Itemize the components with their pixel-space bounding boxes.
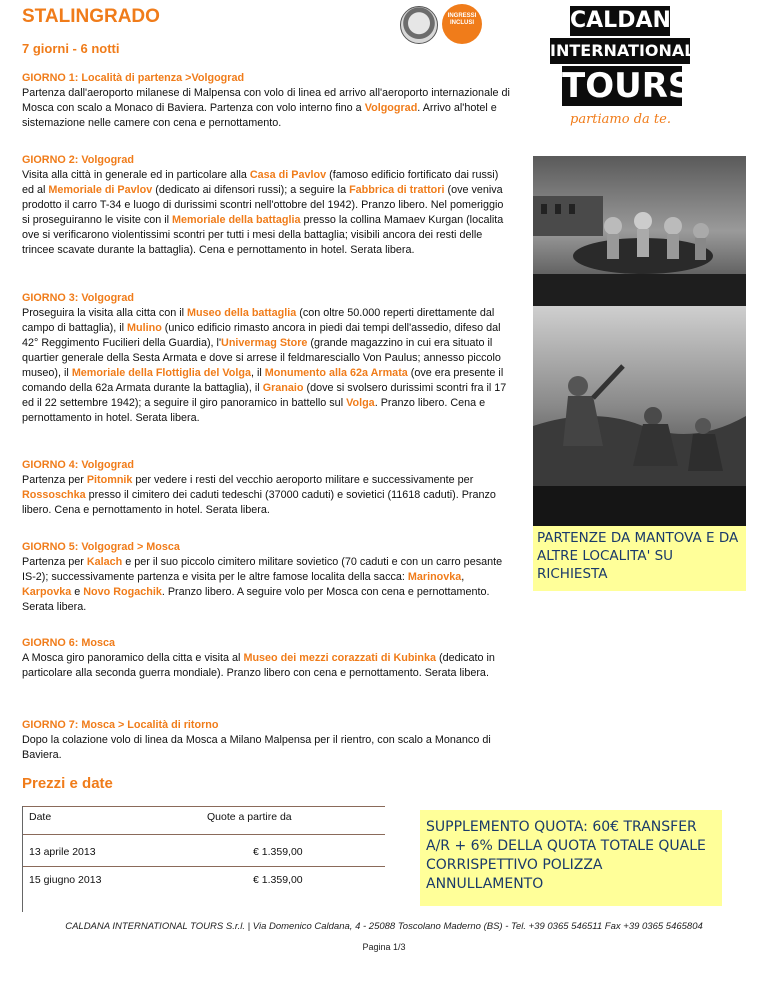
row-price: € 1.359,00 [253, 874, 303, 886]
description-text: Partenza dall'aeroporto milanese di Malpensa con volo di linea ed arrivo all'aeroporto internazionale di Mosca con scalo a Monaco di Baviera. Partenza con volo interno fino a [22, 87, 510, 114]
description-text: Partenza per [22, 556, 87, 568]
description-text: (famoso edificio fortificato dai russi) ed al [22, 169, 499, 196]
description-text: (dove si svolsero durissimi scontri fra il 17 ed il 22 settembre 1942); a seguire il giro panoramico in battello sul [22, 382, 507, 409]
description-text: Visita alla città in generale ed in particolare alla [22, 169, 250, 181]
day-heading: GIORNO 6: Mosca [22, 637, 115, 649]
highlighted-place: Volgograd [364, 102, 418, 114]
highlighted-place: Volga [346, 397, 375, 409]
description-text: . Pranzo libero. Cena e pernottamento in hotel. Serata libera. [22, 397, 486, 424]
description-text: (grande magazzino in cui era situato il quartier generale della Sesta Armata e dove si arrese il feldmaresciallo Von Paulus; annesso piccolo museo), il [22, 337, 501, 379]
day-description [22, 169, 503, 256]
day-description [22, 474, 496, 516]
highlighted-place: Pitomnik [86, 474, 133, 486]
highlighted-place: Marinovka [407, 571, 462, 583]
table-row [23, 866, 385, 899]
highlighted-place: Granaio [262, 382, 304, 394]
logo-tagline: partiamo da te. [570, 112, 671, 127]
day-heading: GIORNO 1: Località di partenza >Volgograd [22, 72, 245, 84]
company-logo [540, 6, 710, 136]
day-heading: GIORNO 2: Volgograd [22, 154, 134, 166]
row-price: € 1.359,00 [253, 846, 303, 858]
highlighted-place: Kalach [86, 556, 123, 568]
day-6 [22, 636, 512, 681]
day-description [22, 734, 491, 761]
highlighted-place: Museo dei mezzi corazzati di Kubinka [243, 652, 437, 664]
table-row [23, 834, 385, 867]
description-text: (ove era presente il comando della 62a Armata durante la battaglia), il [22, 367, 504, 394]
highlighted-place: Casa di Pavlov [249, 169, 327, 181]
seal-icon [400, 6, 438, 44]
highlighted-place: Univermag Store [221, 337, 308, 349]
description-text: Partenza per [22, 474, 87, 486]
day-2 [22, 153, 512, 258]
description-text: presso il cimitero dei caduti tedeschi (37000 caduti) e sovietici (11618 caduti). Pranzo libero. Cena e pernottamento in hotel. Serata libera. [22, 489, 496, 516]
day-1 [22, 71, 512, 131]
description-text: (con oltre 50.000 reperti direttamente dal campo di battaglia), il [22, 307, 495, 334]
description-text: . Arrivo al'hotel e sistemazione nelle camere con cena e pernottamento. [22, 102, 497, 129]
monument-photo [533, 156, 746, 306]
soldiers-photo [533, 306, 746, 526]
logo-line-1: CALDANA [570, 6, 670, 36]
description-text: , il [251, 367, 265, 379]
prices-title: Prezzi e date [22, 775, 113, 792]
day-heading: GIORNO 5: Volgograd > Mosca [22, 541, 180, 553]
description-text: Dopo la colazione volo di linea da Mosca a Milano Malpensa per il rientro, con scalo a Monanco di Baviera. [22, 734, 491, 761]
day-description [22, 87, 510, 129]
page-title: STALINGRADO [22, 6, 160, 27]
highlighted-place: Museo della battaglia [187, 307, 297, 319]
highlighted-place: Memoriale della battaglia [172, 214, 301, 226]
highlighted-place: Fabbrica di trattori [349, 184, 445, 196]
description-text: (dedicato in particolare alla seconda guerra mondiale). Pranzo libero con cena e pernottamento. Serata libera. [22, 652, 495, 679]
day-3 [22, 291, 512, 426]
description-text: , [461, 571, 465, 583]
row-date: 15 giugno 2013 [29, 874, 102, 886]
col-date-header: Date [29, 811, 52, 823]
day-heading: GIORNO 4: Volgograd [22, 459, 134, 471]
highlighted-place: Monumento alla 62a Armata [264, 367, 408, 379]
highlighted-place: Karpovka [22, 586, 72, 598]
description-text: Proseguira la visita alla citta con il [22, 307, 188, 319]
description-text: per vedere i resti del vecchio aeroporto militare e successivamente per [132, 474, 474, 486]
description-text: e per il suo piccolo cimitero militare sovietico (70 caduti e con un carro pesante IS-2); successivamente partenza e visita per le altre famose localita della sacca: [22, 556, 503, 583]
table-header-row [23, 806, 385, 835]
description-text: (unico edificio rimasto ancora in piedi dai tempi dell'assedio, difeso dal 42° Reggimento Fucilieri della Guardia), l' [22, 322, 501, 349]
col-price-header: Quote a partire da [207, 811, 292, 823]
highlighted-place: Memoriale della Flottiglia del Volga [71, 367, 251, 379]
day-description [22, 556, 502, 613]
highlighted-place: Memoriale di Pavlov [48, 184, 153, 196]
description-text: A Mosca giro panoramico della citta e visita al [22, 652, 244, 664]
day-heading: GIORNO 3: Volgograd [22, 292, 134, 304]
description-text: (dedicato ai difensori russi); a seguire la [152, 184, 350, 196]
day-7 [22, 718, 512, 763]
highlighted-place: Mulino [127, 322, 162, 334]
day-5 [22, 540, 512, 615]
logo-line-3: TOURS [562, 66, 693, 106]
day-heading: GIORNO 7: Mosca > Località di ritorno [22, 719, 219, 731]
highlighted-place: Novo Rogachik [83, 586, 162, 598]
supplement-notice: SUPPLEMENTO QUOTA: 60€ TRANSFER A/R + 6% DELLA QUOTA TOTALE QUALE CORRISPETTIVO POLIZZA ANNULLAMENTO [420, 810, 722, 906]
description-text: e [71, 586, 84, 598]
logo-line-2: INTERNATIONAL [550, 38, 690, 64]
day-4 [22, 458, 512, 518]
description-text: (ove veniva prodotto il carro T-34 e luogo di durissimi scontri nell'ottobre del 1942). Pranzo libero. Nel pomeriggio si proseguiranno le visite con il [22, 184, 504, 226]
description-text: . Pranzo libero. A seguire volo per Mosca con cena e pernottamento. Serata libera. [22, 586, 490, 613]
day-description [22, 652, 495, 679]
departures-notice: PARTENZE DA MANTOVA E DA ALTRE LOCALITA' SU RICHIESTA [533, 526, 746, 591]
badges [400, 2, 490, 46]
prices-table [22, 806, 385, 912]
company-footer: CALDANA INTERNATIONAL TOURS S.r.l. | Via Domenico Caldana, 4 - 25088 Toscolano Maderno (BS) - Tel. +39 0365 546511 Fax +39 0365 5465804 [65, 921, 703, 932]
description-text: presso la collina Mamaev Kurgan (localita ove si verificarono violentissimi scontri per tutti i mesi della battaglia; visibili ancora dei resti delle trincee scavate durante la battaglia). Cena e pernottamento in hotel. Serata libera. [22, 214, 504, 256]
trip-duration: 7 giorni - 6 notti [22, 41, 120, 56]
entrance-included-badge: INGRESSI INCLUSI [442, 4, 482, 44]
highlighted-place: Rossoschka [22, 489, 86, 501]
day-description [22, 307, 506, 424]
page-number: Pagina 1/3 [362, 942, 406, 952]
row-date: 13 aprile 2013 [29, 846, 96, 858]
